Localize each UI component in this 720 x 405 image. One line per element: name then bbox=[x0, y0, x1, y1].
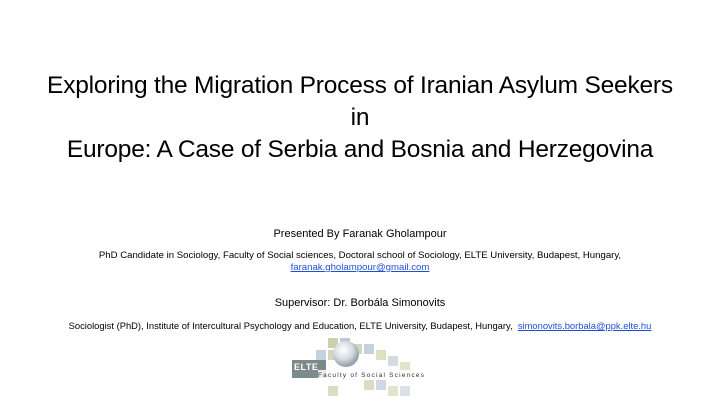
slide-title bbox=[40, 70, 680, 166]
logo-block bbox=[400, 386, 410, 396]
logo-block bbox=[388, 386, 398, 396]
supervisor-affiliation-text: Sociologist (PhD), Institute of Intercultural Psychology and Education, ELTE University, Budapest, Hungary, bbox=[68, 320, 513, 331]
presenter-affiliation bbox=[30, 250, 690, 274]
presenter-email-link[interactable]: faranak.gholampour@gmail.com bbox=[290, 262, 430, 273]
title-line-1: Exploring the Migration Process of Iranian Asylum Seekers in bbox=[47, 72, 673, 131]
presenter-name: Presented By Faranak Gholampour bbox=[273, 228, 447, 240]
supervisor-email-link[interactable]: simonovits.borbala@ppk.elte.hu bbox=[517, 320, 652, 331]
logo-block bbox=[376, 380, 386, 390]
title-line-2: Europe: A Case of Serbia and Bosnia and Herzegovina bbox=[66, 136, 654, 163]
supervisor-name: Supervisor: Dr. Borbála Simonovits bbox=[274, 297, 446, 309]
logo-block bbox=[328, 386, 338, 396]
presenter-affiliation-text: PhD Candidate in Sociology, Faculty of Social sciences, Doctoral school of Sociology, ELTE University, Budapest, Hungary, bbox=[98, 250, 622, 261]
logo-brand-text: ELTE bbox=[294, 362, 319, 372]
logo-block bbox=[376, 350, 386, 360]
logo-block bbox=[364, 344, 374, 354]
logo-sphere bbox=[333, 341, 359, 367]
logo-caption: Faculty of Social Sciences bbox=[318, 372, 426, 379]
logo-block bbox=[316, 350, 326, 360]
logo-block bbox=[364, 380, 374, 390]
logo-block bbox=[388, 356, 398, 366]
